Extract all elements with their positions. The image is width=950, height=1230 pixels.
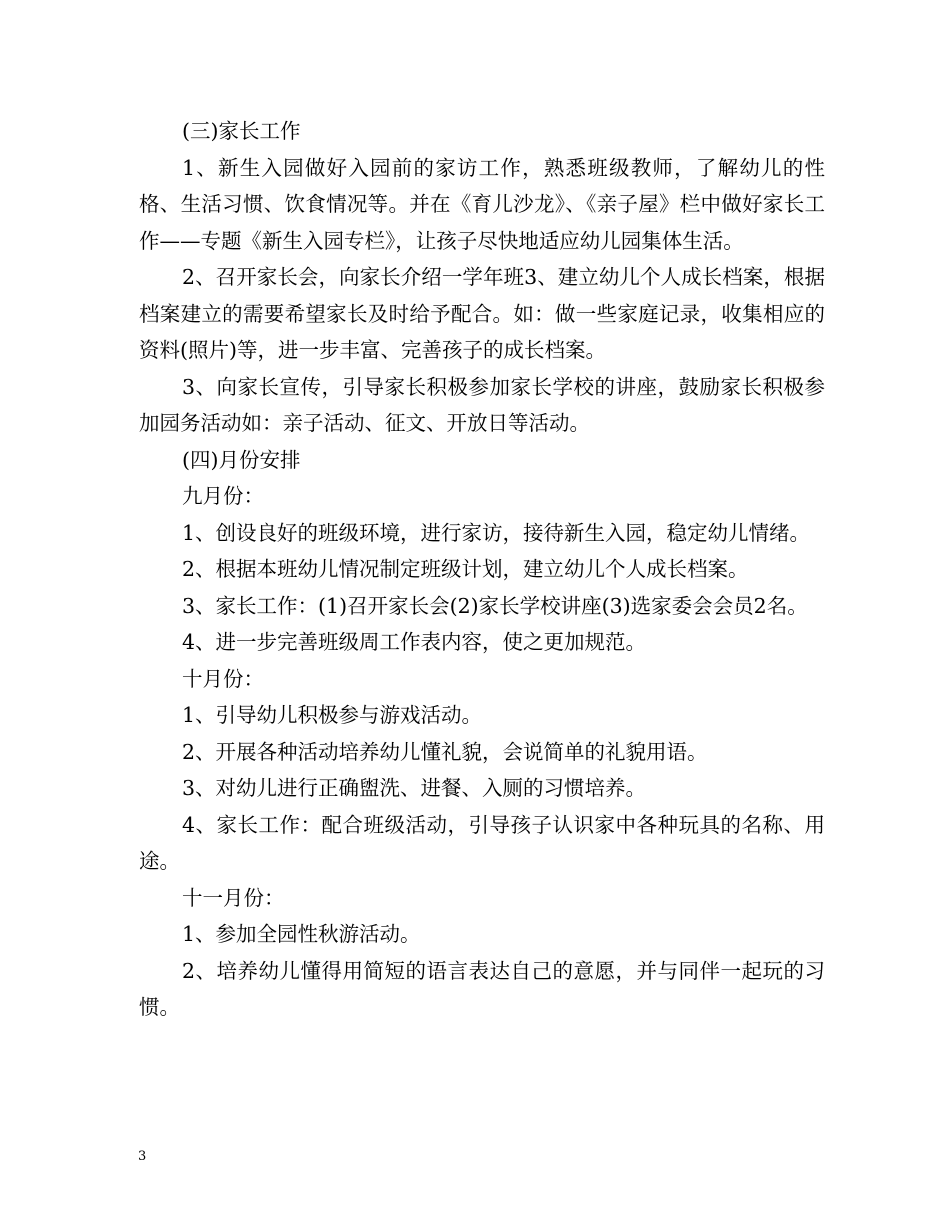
document-body	[139, 113, 825, 1026]
list-item: 3、家长工作：(1)召开家长会(2)家长学校讲座(3)选家委会会员2名。	[182, 593, 808, 618]
paragraph-parent-meeting: 2、召开家长会，向家长介绍一学年班3、建立幼儿个人成长档案，根据档案建立的需要希望家长及时给予配合。如：做一些家庭记录，收集相应的资料(照片)等，进一步丰富、完善孩子的成长档案。	[139, 265, 825, 362]
month-heading-november: 十一月份：	[182, 885, 285, 910]
list-item: 3、对幼儿进行正确盥洗、进餐、入厕的习惯培养。	[182, 776, 647, 800]
list-item: 1、参加全园性秋游活动。	[182, 922, 421, 946]
list-item: 2、根据本班幼儿情况制定班级计划，建立幼儿个人成长档案。	[182, 557, 749, 581]
section-heading-parent-work: (三)家长工作	[182, 119, 301, 143]
list-item: 4、家长工作：配合班级活动，引导孩子认识家中各种玩具的名称、用途。	[139, 812, 825, 873]
month-heading-october: 十月份：	[182, 666, 264, 691]
list-item: 4、进一步完善班级周工作表内容，使之更加规范。	[182, 630, 647, 654]
list-item: 1、创设良好的班级环境，进行家访，接待新生入园，稳定幼儿情绪。	[182, 520, 811, 545]
list-item: 2、培养幼儿懂得用简短的语言表达自己的意愿，并与同伴一起玩的习惯。	[139, 958, 825, 1019]
paragraph-parent-promotion: 3、向家长宣传，引导家长积极参加家长学校的讲座，鼓励家长积极参加园务活动如：亲子活动、征文、开放日等活动。	[139, 374, 825, 435]
month-heading-september: 九月份：	[182, 484, 264, 508]
paragraph-home-visit: 1、新生入园做好入园前的家访工作，熟悉班级教师，了解幼儿的性格、生活习惯、饮食情况等。并在《育儿沙龙》、《亲子屋》栏中做好家长工作——专题《新生入园专栏》，让孩子尽快地适应幼儿园集体生活。	[139, 155, 825, 253]
section-heading-monthly-plan: (四)月份安排	[182, 447, 301, 472]
page-number: 3	[138, 1149, 147, 1164]
list-item: 1、引导幼儿积极参与游戏活动。	[182, 703, 483, 727]
list-item: 2、开展各种活动培养幼儿懂礼貌，会说简单的礼貌用语。	[182, 739, 708, 764]
